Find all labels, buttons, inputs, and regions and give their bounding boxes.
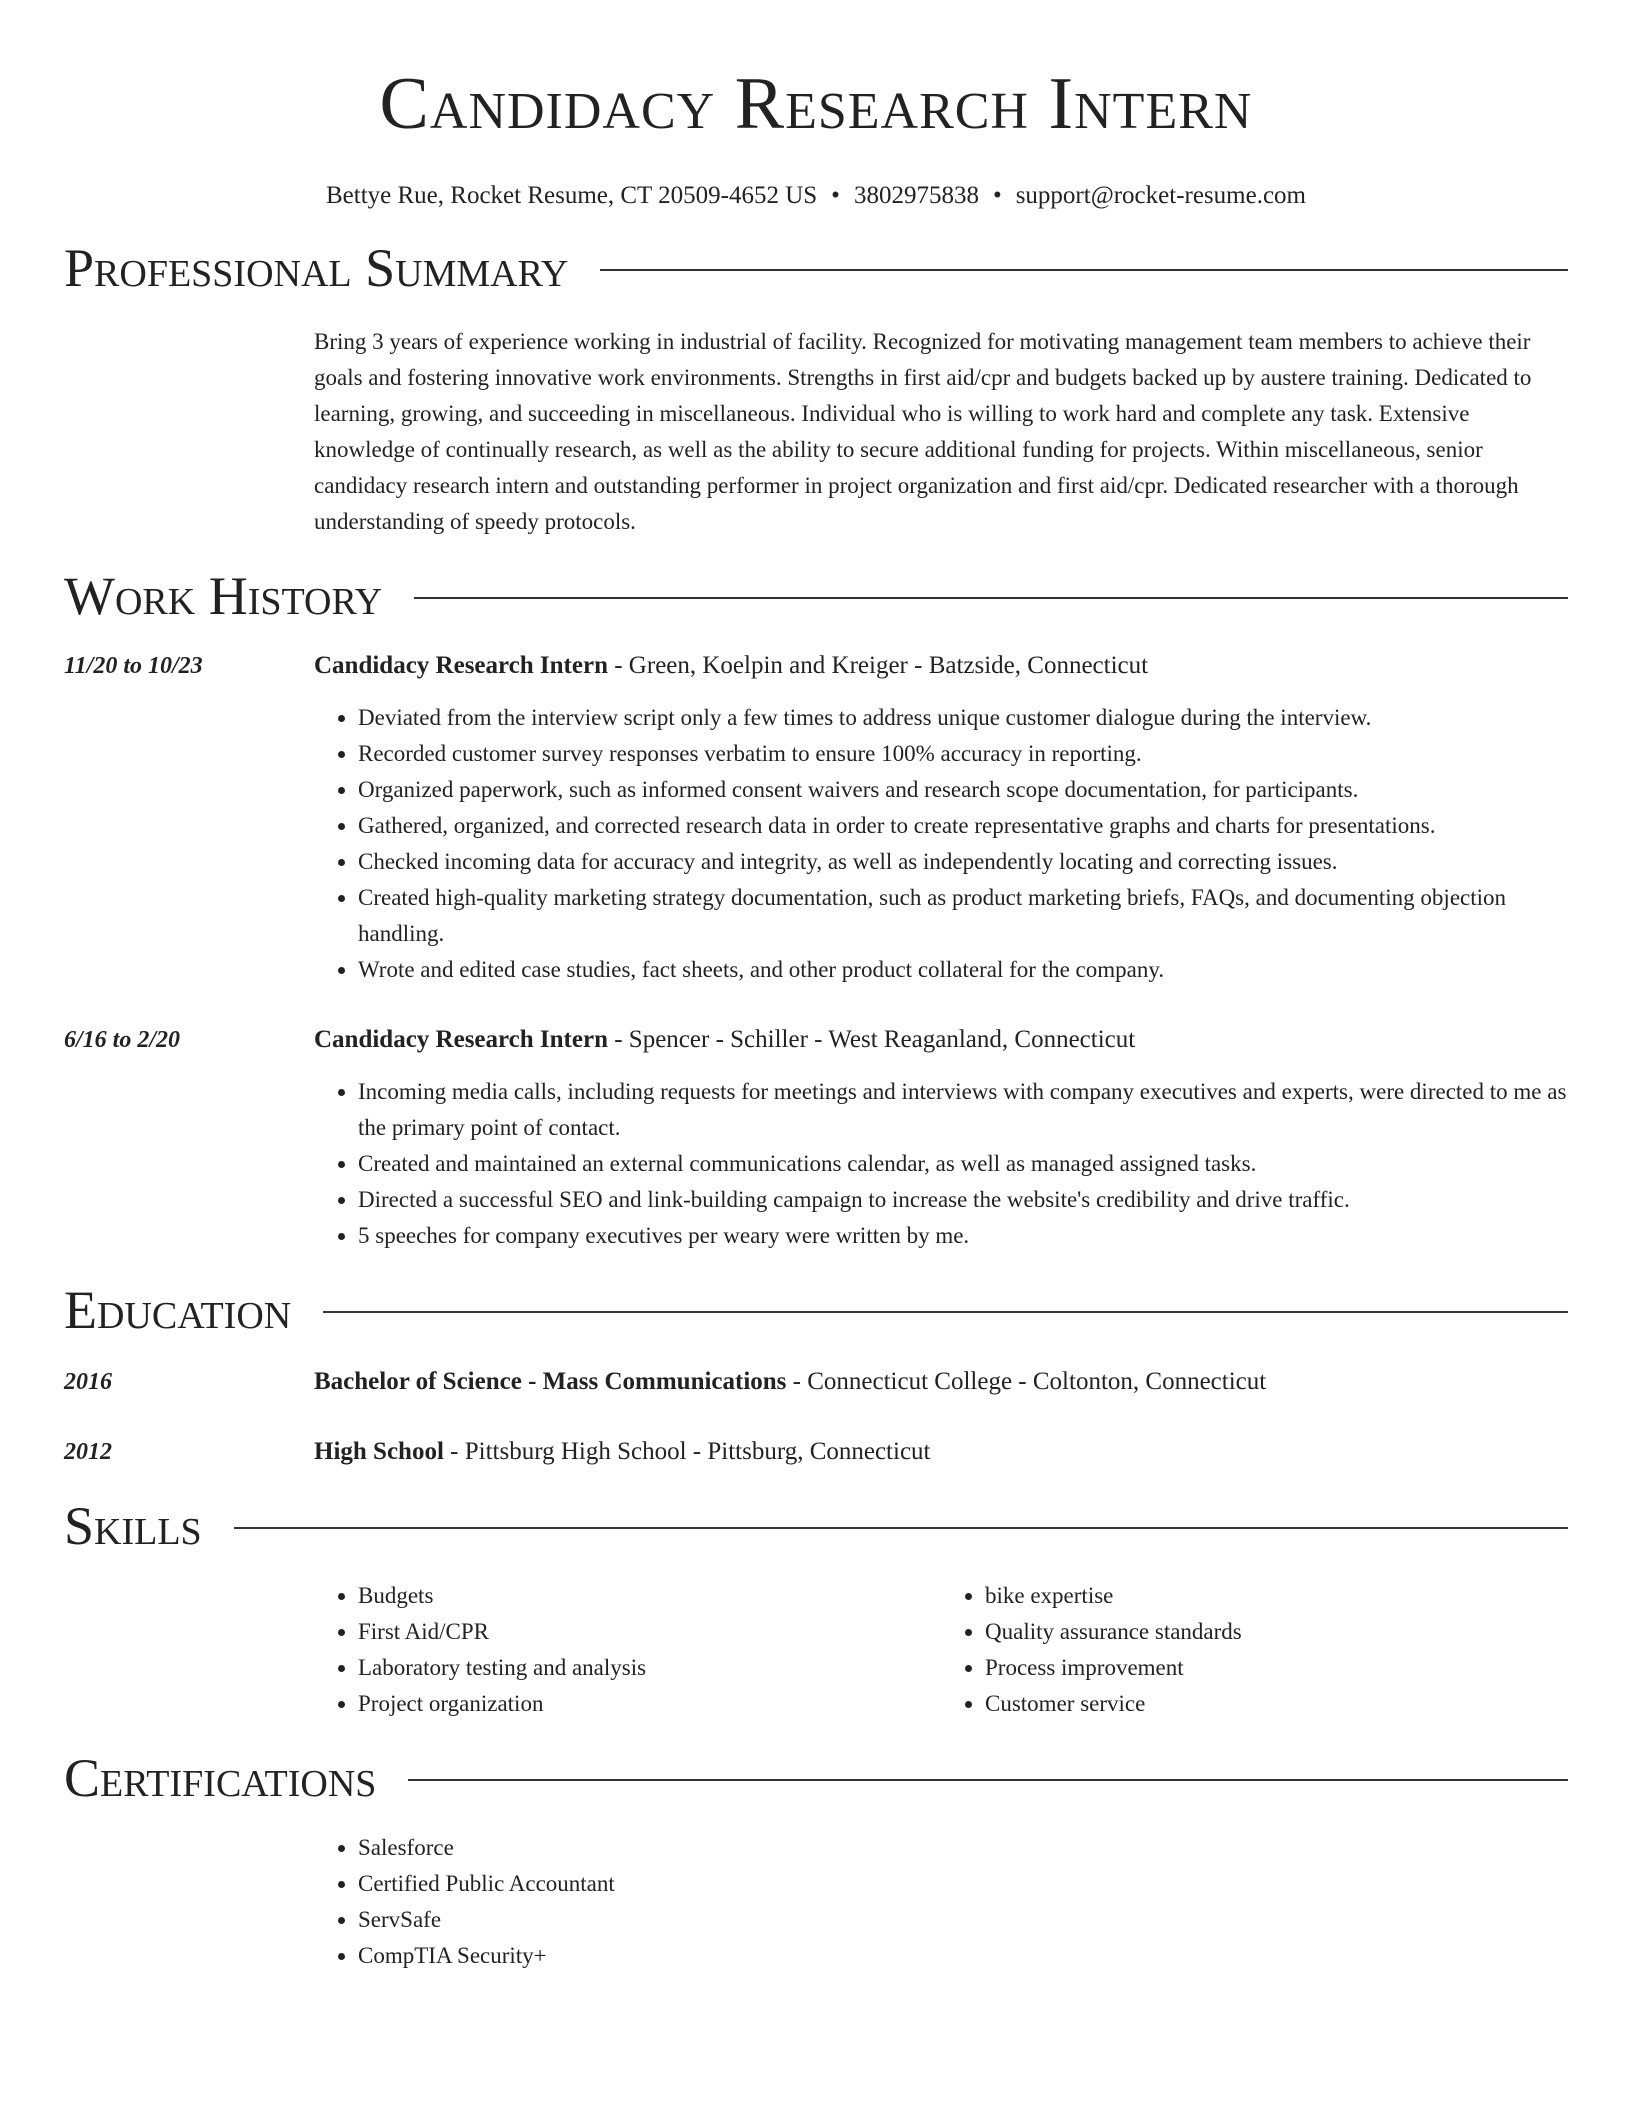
education-section-header <box>64 1274 1568 1346</box>
section-divider <box>408 1779 1568 1781</box>
skill-item: • First Aid/CPR <box>358 1614 941 1650</box>
certifications-heading: Certifications <box>64 1748 377 1808</box>
job-company: - Spencer - Schiller - West Reaganland, Connecticut <box>607 1026 1136 1053</box>
contact-line <box>64 180 1568 212</box>
section-divider <box>323 1311 1568 1313</box>
job-bullet: • Gathered, organized, and corrected research data in order to create representative graphs and charts for presentations. <box>358 808 1568 844</box>
skills-section-header <box>64 1490 1568 1562</box>
skills-columns <box>314 1578 1568 1722</box>
certification-item: • Salesforce <box>358 1830 1568 1866</box>
certification-item: • CompTIA Security+ <box>358 1938 1568 1974</box>
skill-item: • Quality assurance standards <box>985 1614 1568 1650</box>
contact-separator: • <box>831 182 840 209</box>
education-year: 2016 <box>64 1369 112 1395</box>
education-details <box>314 1364 1568 1400</box>
work-heading: Work History <box>64 566 383 626</box>
education-entry <box>64 1434 1568 1470</box>
job-bullet: • Deviated from the interview script only a few times to address unique customer dialogue during the interview. <box>358 700 1568 736</box>
education-details <box>314 1434 1568 1470</box>
job-details <box>314 648 1568 988</box>
job-date: 6/16 to 2/20 <box>64 1027 181 1053</box>
skills-heading: Skills <box>64 1496 202 1556</box>
summary-section-header <box>64 232 1568 304</box>
certifications-section-header <box>64 1742 1568 1814</box>
work-section-header <box>64 560 1568 632</box>
skills-list-left <box>314 1578 941 1722</box>
job-bullet: • Wrote and edited case studies, fact sheets, and other product collateral for the company. <box>358 952 1568 988</box>
certifications-list <box>314 1830 1568 1974</box>
job-company: - Green, Koelpin and Kreiger - Batzside, Connecticut <box>607 652 1149 679</box>
job-heading <box>314 648 1568 684</box>
job-bullet: • Directed a successful SEO and link-building campaign to increase the website's credibility and drive traffic. <box>358 1182 1568 1218</box>
contact-separator: • <box>992 182 1002 209</box>
education-school: - Pittsburg High School - Pittsburg, Connecticut <box>443 1438 931 1465</box>
job-entry <box>64 648 1568 988</box>
skill-item: • Customer service <box>985 1686 1568 1722</box>
job-details <box>314 1022 1568 1254</box>
job-bullet: • Created high-quality marketing strategy documentation, such as product marketing briefs, FAQs, and documenting objection handling. <box>358 880 1568 952</box>
contact-address: Bettye Rue, Rocket Resume, CT 20509-4652 US <box>326 182 818 209</box>
education-school: - Connecticut College - Coltonton, Connecticut <box>786 1368 1267 1395</box>
section-divider <box>234 1527 1568 1529</box>
education-heading-line <box>314 1364 1568 1400</box>
job-date: 11/20 to 10/23 <box>64 653 203 679</box>
job-title: Candidacy Research Intern <box>314 652 608 679</box>
education-degree: High School <box>314 1438 444 1465</box>
section-divider <box>414 597 1568 599</box>
job-bullet: • Incoming media calls, including requests for meetings and interviews with company executives and experts, were directed to me as the primary point of contact. <box>358 1074 1568 1146</box>
contact-phone: 3802975838 <box>853 182 979 209</box>
job-bullets <box>314 700 1568 988</box>
resume-title: Candidacy Research Intern <box>379 63 1253 145</box>
skill-item: • bike expertise <box>985 1578 1568 1614</box>
certification-item: • ServSafe <box>358 1902 1568 1938</box>
certification-item: • Certified Public Accountant <box>358 1866 1568 1902</box>
job-bullet: • Organized paperwork, such as informed consent waivers and research scope documentation, for participants. <box>358 772 1568 808</box>
section-divider <box>600 269 1568 271</box>
job-bullet: • Created and maintained an external communications calendar, as well as managed assigned tasks. <box>358 1146 1568 1182</box>
certifications-list-wrapper <box>314 1830 1568 1974</box>
contact-email: support@rocket-resume.com <box>1015 182 1306 209</box>
job-bullets <box>314 1074 1568 1254</box>
job-bullet: • Checked incoming data for accuracy and integrity, as well as independently locating and correcting issues. <box>358 844 1568 880</box>
education-heading: Education <box>64 1280 292 1340</box>
education-entry <box>64 1364 1568 1400</box>
skill-item: • Laboratory testing and analysis <box>358 1650 941 1686</box>
skill-item: • Budgets <box>358 1578 941 1614</box>
job-title: Candidacy Research Intern <box>314 1026 608 1053</box>
summary-text: Bring 3 years of experience working in industrial of facility. Recognized for motivating management team members to achieve their goals and fostering innovative work environments. Strengths in first aid/cpr and budgets backed up by austere training. Dedicated to learning, growing, and succeeding in miscellaneous. Individual who is willing to work hard and complete any task. Extensive knowledge of continually research, as well as the ability to secure additional funding for projects. Within miscellaneous, senior candidacy research intern and outstanding performer in project organization and first aid/cpr. Dedicated researcher with a thorough understanding of speedy protocols. <box>314 329 1532 534</box>
skill-item: • Project organization <box>358 1686 941 1722</box>
education-degree: Bachelor of Science - Mass Communications <box>314 1368 787 1395</box>
job-entry <box>64 1022 1568 1254</box>
job-bullet: • 5 speeches for company executives per weary were written by me. <box>358 1218 1568 1254</box>
skills-list-right <box>941 1578 1568 1722</box>
job-heading <box>314 1022 1568 1058</box>
education-heading-line <box>314 1434 1568 1470</box>
skill-item: • Process improvement <box>985 1650 1568 1686</box>
job-bullet: • Recorded customer survey responses verbatim to ensure 100% accuracy in reporting. <box>358 736 1568 772</box>
summary-heading: Professional Summary <box>64 238 569 298</box>
education-year: 2012 <box>64 1439 112 1465</box>
